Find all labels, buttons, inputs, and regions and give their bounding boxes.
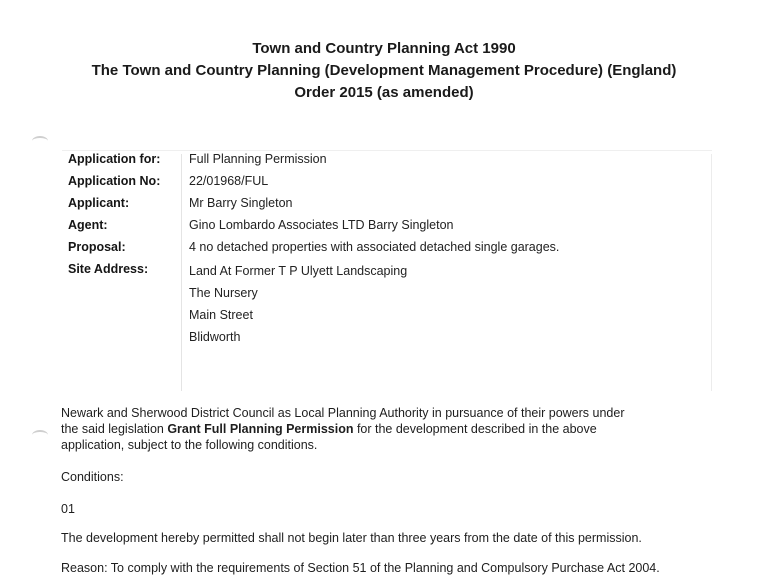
order-year: Order 2015 (as amended) [294,84,474,101]
site-address-line: Land At Former T P Ulyett Landscaping [189,264,408,278]
agent-label: Agent: [68,218,108,232]
site-address-line: Main Street [189,308,253,322]
condition-reason: Reason: To comply with the requirements of Section 51 of the Planning and Compulsory Purchase Act 2004. [61,561,660,575]
applicant-value: Mr Barry Singleton [189,196,293,210]
site-address-line: Blidworth [189,330,241,344]
act-title: Town and Country Planning Act 1990 [252,40,516,57]
grant-statement-line: Newark and Sherwood District Council as Local Planning Authority in pursuance of their powers under [61,406,625,420]
grant-text-post: for the development described in the above [353,422,597,436]
grant-text-pre: the said legislation [61,422,168,436]
site-address-line: The Nursery [189,286,258,300]
grant-statement-line [61,421,597,437]
scan-punch-mark [32,136,48,146]
condition-number: 01 [61,502,75,516]
details-divider [711,154,712,391]
proposal-label: Proposal: [68,240,126,254]
application-for-value: Full Planning Permission [189,152,327,166]
grant-decision: Grant Full Planning Permission [167,422,354,436]
application-for-label: Application for: [68,152,161,166]
application-details [62,146,712,391]
proposal-value: 4 no detached properties with associated detached single garages. [189,240,560,254]
document-header [0,38,768,104]
site-address-label: Site Address: [68,262,149,276]
applicant-label: Applicant: [68,196,130,210]
condition-text: The development hereby permitted shall not begin later than three years from the date of this permission. [61,531,642,545]
order-title: The Town and Country Planning (Development Management Procedure) (England) [91,62,677,79]
grant-statement-line: application, subject to the following conditions. [61,438,318,452]
application-no-label: Application No: [68,174,161,188]
scan-punch-mark [32,430,48,440]
application-no-value: 22/01968/FUL [189,174,269,188]
conditions-heading: Conditions: [61,470,124,484]
agent-value: Gino Lombardo Associates LTD Barry Singleton [189,218,454,232]
